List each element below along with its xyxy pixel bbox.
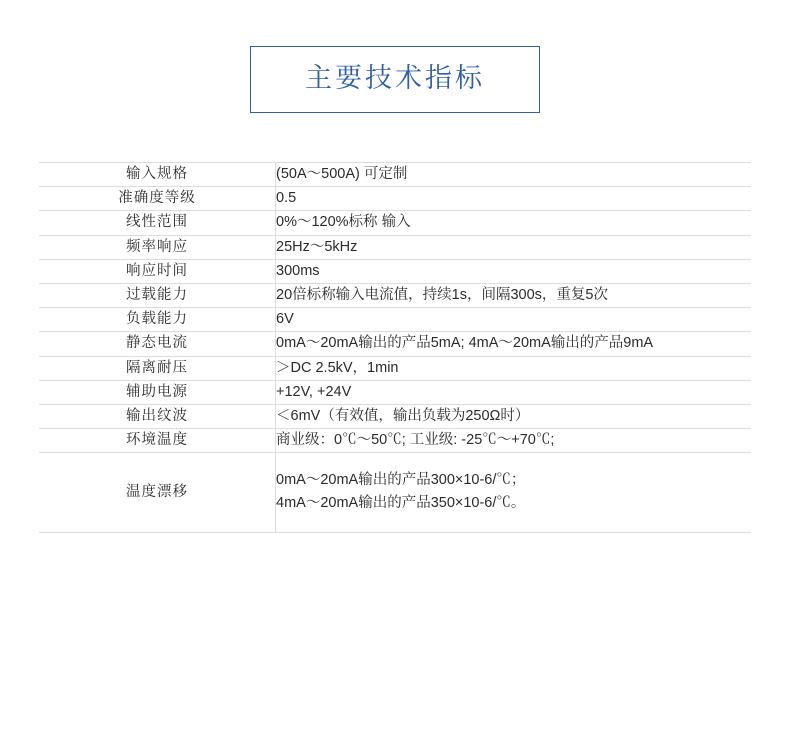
page-title-container: [0, 0, 790, 113]
spec-value-line: 0mA～20mA输出的产品5mA; 4mA～20mA输出的产品9mA: [276, 335, 654, 352]
table-row: [39, 404, 751, 428]
spec-value: [276, 283, 752, 307]
table-row: [39, 163, 751, 187]
spec-label: 响应时间: [39, 259, 276, 283]
specifications-table-body: [39, 163, 751, 533]
spec-value: [276, 308, 752, 332]
table-row: [39, 308, 751, 332]
spec-label: 辅助电源: [39, 380, 276, 404]
spec-value-line: (50A～500A) 可定制: [276, 166, 408, 182]
spec-value-line: 0mA～20mA输出的产品300×10-6/℃；: [276, 472, 526, 489]
spec-value-line: 商业级：0℃～50℃; 工业级: -25℃～+70℃;: [276, 432, 555, 449]
spec-label: 负载能力: [39, 308, 276, 332]
table-row: [39, 235, 751, 259]
table-row: [39, 211, 751, 235]
spec-value: [276, 235, 752, 259]
spec-value-line: 0.5: [276, 190, 297, 207]
specifications-table: [39, 162, 751, 533]
spec-label: 过载能力: [39, 283, 276, 307]
spec-value: [276, 187, 752, 211]
table-row: [39, 453, 751, 532]
table-row: [39, 187, 751, 211]
spec-value-line: 4mA～20mA输出的产品350×10-6/℃。: [276, 495, 526, 512]
spec-value: [276, 453, 752, 532]
spec-value: [276, 163, 752, 187]
spec-label: 环境温度: [39, 429, 276, 453]
spec-value: [276, 356, 752, 380]
spec-label: 准确度等级: [39, 187, 276, 211]
spec-label: 温度漂移: [39, 453, 276, 532]
spec-value-line: +12V, +24V: [276, 383, 352, 400]
spec-label: 隔离耐压: [39, 356, 276, 380]
spec-value-line: 6V: [276, 311, 294, 328]
page-title: 主要技术指标: [305, 63, 485, 93]
spec-value: [276, 429, 752, 453]
spec-value: [276, 211, 752, 235]
spec-label: 输出纹波: [39, 404, 276, 428]
table-row: [39, 332, 751, 356]
table-row: [39, 380, 751, 404]
table-row: [39, 429, 751, 453]
table-row: [39, 356, 751, 380]
spec-value-line: ＞DC 2.5kV，1min: [276, 359, 399, 376]
spec-label: 线性范围: [39, 211, 276, 235]
spec-value: [276, 332, 752, 356]
spec-label: 频率响应: [39, 235, 276, 259]
spec-value-line: ＜6mV（有效值，输出负载为250Ω时）: [276, 407, 530, 424]
spec-value: [276, 380, 752, 404]
page-title-box: [250, 46, 540, 113]
spec-value: [276, 259, 752, 283]
spec-value-line: 20倍标称输入电流值，持续1s，间隔300s，重复5次: [276, 286, 608, 303]
spec-value-line: 300ms: [276, 262, 320, 279]
spec-value-line: 25Hz～5kHz: [276, 238, 358, 255]
spec-value-line: 0%～120%标称 输入: [276, 214, 411, 231]
spec-label: 静态电流: [39, 332, 276, 356]
spec-label: 输入规格: [39, 163, 276, 187]
spec-value: [276, 404, 752, 428]
table-row: [39, 283, 751, 307]
table-row: [39, 259, 751, 283]
